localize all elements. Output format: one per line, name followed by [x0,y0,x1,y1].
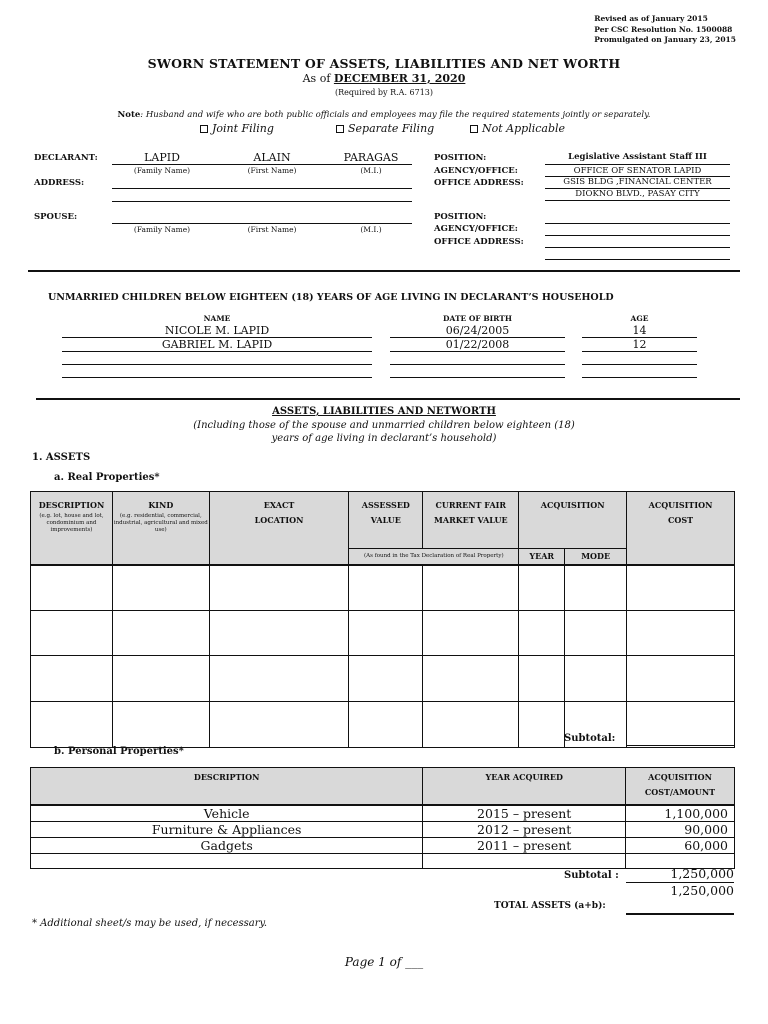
personal-properties-label: b. Personal Properties* [54,746,184,757]
table-cell[interactable] [112,610,209,655]
table-cell[interactable] [209,565,349,610]
real-subtotal-label: Subtotal: [564,733,616,744]
table-row [31,837,735,853]
revision-line: Promulgated on January 23, 2015 [594,35,736,44]
checkbox-icon[interactable] [200,125,208,133]
address-label: ADDRESS: [34,178,85,188]
header-personal-cost-label: ACQUISITION COST/AMOUNT [644,772,716,797]
spouse-agency-label: AGENCY/OFFICE: [434,224,518,234]
header-kind-label: KIND [148,500,174,510]
table-row [31,565,735,610]
header-tax-note: (As found in the Tax Declaration of Real Property) [349,549,519,566]
table-cell[interactable] [209,610,349,655]
header-personal-year: YEAR ACQUIRED [423,768,626,805]
table-header-row [31,492,735,549]
table-cell[interactable] [349,565,423,610]
assets-section-heading: 1. ASSETS [32,452,91,463]
divider [390,351,565,352]
declarant-label: DECLARANT: [34,153,98,163]
table-cell[interactable] [565,610,627,655]
divider [112,164,412,165]
address-line[interactable] [112,188,412,189]
table-cell[interactable] [627,610,735,655]
declarant-family-name[interactable]: LAPID [144,151,180,164]
table-cell[interactable] [31,610,113,655]
header-assessed [349,492,423,549]
family-name-caption: (Family Name) [133,166,191,175]
personal-subtotal-label: Subtotal : [564,870,619,881]
table-header-row [31,768,735,805]
note-label: Note [117,110,141,120]
table-cell[interactable] [112,565,209,610]
assets-title: ASSETS, LIABILITIES AND NETWORTH [272,406,496,417]
joint-filing-option[interactable] [200,122,274,135]
real-properties-label: a. Real Properties* [54,472,160,483]
office-address-line2[interactable]: DIOKNO BLVD., PASAY CITY [575,189,700,199]
table-cell[interactable] [519,565,565,610]
empty-child-line[interactable] [582,364,697,365]
children-col-dob: DATE OF BIRTH [443,314,512,323]
section-divider [28,270,740,272]
table-row [31,821,735,837]
revision-info [594,14,736,46]
page-number: Page 1 of ___ [344,955,424,969]
revision-line: Per CSC Resolution No. 1500088 [594,24,733,34]
spouse-office-address-line[interactable] [545,247,730,248]
header-personal-cost [626,768,735,805]
separate-filing-label: Separate Filing [348,122,435,135]
table-cell[interactable] [423,655,519,701]
required-by: (Required by R.A. 6713) [334,88,434,97]
as-of-prefix: As of [302,72,331,85]
child-dob[interactable]: 01/22/2008 [445,338,510,351]
table-row [31,610,735,655]
table-cell[interactable] [423,565,519,610]
office-address-label: OFFICE ADDRESS: [434,178,524,188]
note [0,110,768,120]
revision-line: Revised as of January 2015 [594,14,708,23]
header-description-label: DESCRIPTION [38,500,105,510]
spouse-position-label: POSITION: [434,212,487,222]
empty-child-line[interactable] [62,364,372,365]
assets-subtitle: (Including those of the spouse and unmarried children below eighteen (18) [193,420,575,431]
personal-year-cell[interactable]: 2015 – present [423,805,626,822]
checkbox-icon[interactable] [470,125,478,133]
personal-year-cell[interactable]: 2012 – present [423,821,626,837]
mi-caption: (M.I.) [360,166,382,175]
position-value[interactable]: Legislative Assistant Staff III [568,152,707,162]
personal-description-cell[interactable]: Gadgets [31,837,423,853]
personal-cost-cell[interactable]: 60,000 [626,837,735,853]
table-cell[interactable] [112,701,209,747]
table-cell[interactable] [627,701,735,747]
separate-filing-option[interactable] [336,122,434,135]
spouse-office-address-label: OFFICE ADDRESS: [434,237,524,247]
table-cell[interactable] [349,701,423,747]
table-cell[interactable] [209,655,349,701]
spouse-label: SPOUSE: [34,212,78,222]
checkbox-icon[interactable] [336,125,344,133]
agency-value[interactable]: OFFICE OF SENATOR LAPID [573,166,702,176]
divider [545,200,730,201]
table-cell[interactable] [31,853,423,869]
child-name[interactable]: GABRIEL M. LAPID [161,338,273,351]
header-acquisition [519,492,627,549]
header-assessed-label: ASSESSED VALUE [361,500,410,525]
empty-child-line[interactable] [390,377,565,378]
total-assets-value[interactable]: 1,250,000 [670,883,734,898]
table-cell[interactable] [565,565,627,610]
table-cell[interactable] [627,565,735,610]
divider [545,164,730,165]
first-name-caption: (First Name) [247,166,297,175]
child-age[interactable]: 14 [632,324,647,337]
divider [62,351,372,352]
table-cell[interactable] [519,655,565,701]
personal-properties-table [30,767,735,869]
declarant-first-name[interactable]: ALAIN [253,151,291,164]
as-of-date: DECEMBER 31, 2020 [333,72,466,85]
table-cell[interactable] [519,610,565,655]
section-divider [36,398,740,400]
header-market-label: CURRENT FAIR MARKET VALUE [434,500,508,525]
header-kind-note: (e.g. residential, commercial, industrial, agricultural and mixed use) [113,513,208,533]
children-section-title: UNMARRIED CHILDREN BELOW EIGHTEEN (18) YEARS OF AGE LIVING IN DECLARANT’S HOUSEHOLD [48,292,614,303]
table-row [31,805,735,822]
spouse-name-line[interactable] [112,223,412,224]
table-cell[interactable] [349,655,423,701]
table-cell[interactable] [565,655,627,701]
table-cell[interactable] [31,655,113,701]
personal-description-cell[interactable]: Furniture & Appliances [31,821,423,837]
table-row [31,701,735,747]
footnote: * Additional sheet/s may be used, if necessary. [32,918,268,929]
header-acquisition-label: ACQUISITION [540,500,605,510]
not-applicable-label: Not Applicable [482,122,566,135]
child-name[interactable]: NICOLE M. LAPID [164,324,270,337]
table-row [31,655,735,701]
table-cell[interactable] [423,701,519,747]
empty-child-line[interactable] [582,377,697,378]
header-kind [112,492,209,566]
child-dob[interactable]: 06/24/2005 [445,324,510,337]
total-assets-label: TOTAL ASSETS (a+b): [494,901,606,911]
header-location-label: EXACT LOCATION [254,500,304,525]
first-name-caption: (First Name) [247,225,297,234]
mi-caption: (M.I.) [360,225,382,234]
table-cell[interactable] [423,610,519,655]
as-of-line [0,72,768,85]
header-cost-label: ACQUISITION COST [648,500,713,525]
header-location [209,492,349,566]
table-cell[interactable] [112,655,209,701]
real-properties-table [30,491,735,748]
personal-description-cell[interactable]: Vehicle [31,805,423,822]
header-description-note: (e.g. lot, house and lot, condominium and improvements) [39,513,104,533]
not-applicable-option[interactable] [470,122,565,135]
empty-child-line[interactable] [62,377,372,378]
table-cell[interactable] [349,610,423,655]
children-col-age: AGE [630,314,649,323]
empty-child-line[interactable] [390,364,565,365]
header-year: YEAR [519,549,565,566]
spouse-office-address-line[interactable] [545,259,730,260]
divider [582,351,697,352]
table-cell[interactable] [31,701,113,747]
form-title: SWORN STATEMENT OF ASSETS, LIABILITIES AND NET WORTH [147,56,621,71]
personal-cost-cell[interactable]: 90,000 [626,821,735,837]
child-age[interactable]: 12 [632,338,647,351]
personal-cost-cell[interactable]: 1,100,000 [626,805,735,822]
office-address-line1[interactable]: GSIS BLDG ,FINANCIAL CENTER [563,177,712,187]
family-name-caption: (Family Name) [133,225,191,234]
note-text: : Husband and wife who are both public officials and employees may file the required statements jointly or separately. [140,110,651,120]
header-description [31,492,113,566]
spouse-position-line[interactable] [545,223,730,224]
table-cell[interactable] [31,565,113,610]
spouse-agency-line[interactable] [545,235,730,236]
agency-label: AGENCY/OFFICE: [434,166,518,176]
address-line[interactable] [112,201,412,202]
declarant-mi[interactable]: PARAGAS [343,151,399,164]
header-personal-description: DESCRIPTION [31,768,423,805]
real-subtotal-field[interactable] [626,745,734,746]
assets-subtitle: years of age living in declarant’s household) [271,433,497,444]
header-mode: MODE [565,549,627,566]
table-cell[interactable] [519,701,565,747]
children-col-name: NAME [203,314,231,323]
table-cell[interactable] [209,701,349,747]
personal-subtotal-value[interactable]: 1,250,000 [670,866,734,881]
joint-filing-label: Joint Filing [212,122,274,135]
total-assets-underline [626,913,734,915]
personal-year-cell[interactable]: 2011 – present [423,837,626,853]
table-cell[interactable] [627,655,735,701]
header-cost [627,492,735,566]
header-market [423,492,519,549]
position-label: POSITION: [434,153,487,163]
table-cell[interactable] [423,853,626,869]
